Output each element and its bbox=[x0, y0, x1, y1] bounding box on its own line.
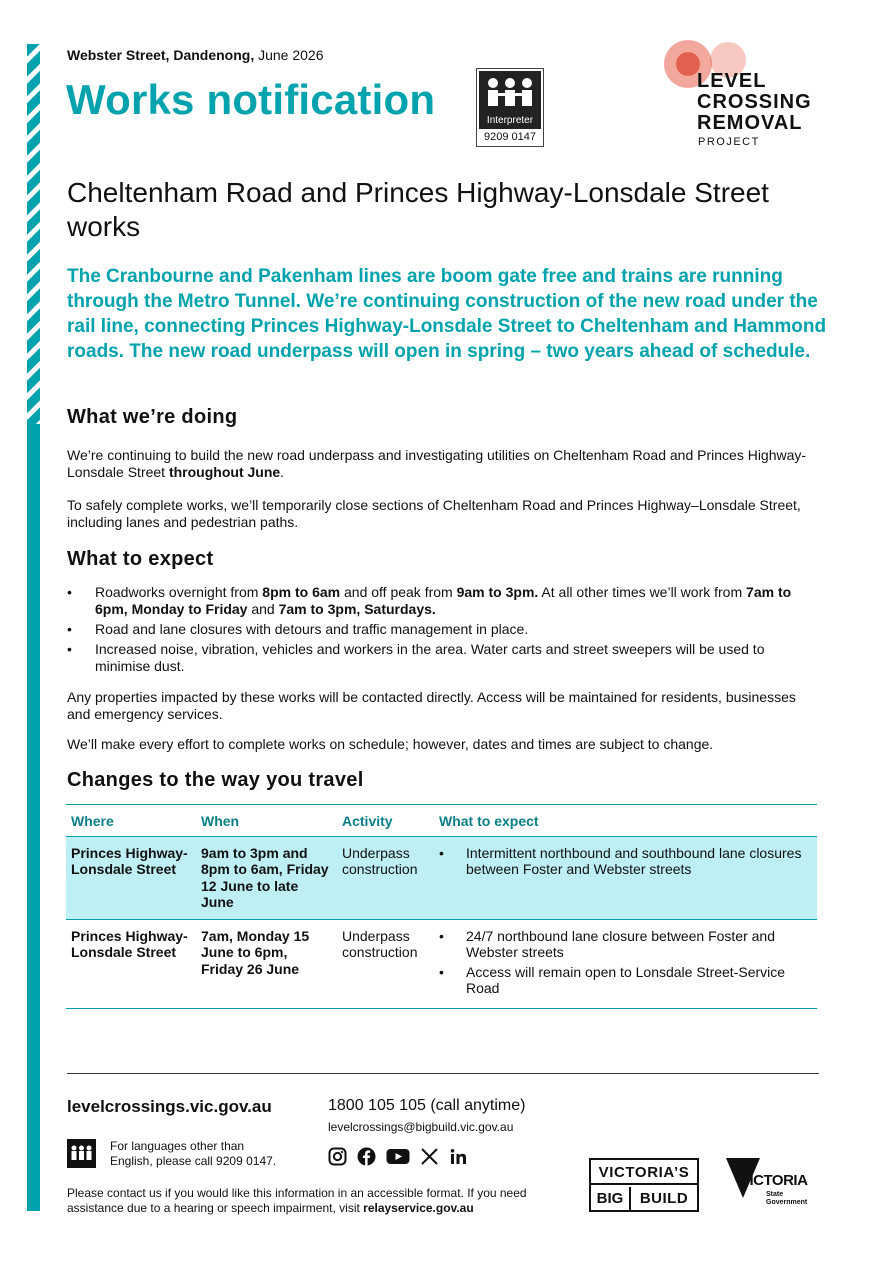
logo-line-2: CROSSING bbox=[697, 91, 812, 113]
travel-heading: Changes to the way you travel bbox=[67, 769, 364, 791]
accessibility-text: Please contact us if you would like this information in an accessible format. If you need assistance due to a hearing or speech impairment, visit relayservice.gov.au bbox=[67, 1186, 527, 1215]
col-header-where: Where bbox=[66, 805, 196, 837]
cell-expect bbox=[434, 836, 817, 919]
linkedin-icon[interactable] bbox=[449, 1147, 468, 1166]
interpreter-symbol bbox=[479, 71, 541, 129]
phone-number[interactable]: 1800 105 105 (call anytime) bbox=[328, 1097, 526, 1114]
subject-heading: Cheltenham Road and Princes Highway-Lonsdale Street works bbox=[67, 177, 769, 242]
level-crossing-removal-logo bbox=[656, 38, 816, 150]
social-links bbox=[328, 1147, 468, 1166]
side-hatch-pattern bbox=[27, 44, 40, 424]
facebook-icon[interactable] bbox=[357, 1147, 376, 1166]
relay-service-link[interactable]: relayservice.gov.au bbox=[363, 1201, 474, 1215]
doing-heading: What we’re doing bbox=[67, 406, 238, 428]
table-row bbox=[66, 836, 817, 919]
expect-list bbox=[67, 584, 817, 678]
interpreter-icon bbox=[67, 1139, 96, 1168]
victoria-state-government-logo: VICTORIA State Government bbox=[726, 1158, 821, 1212]
cell-where: Princes Highway-Lonsdale Street bbox=[66, 919, 196, 1008]
logo-line-1: LEVEL bbox=[697, 70, 767, 92]
logo-line-3: REMOVAL bbox=[697, 112, 803, 134]
list-item: • Intermittent northbound and southbound lane closures between Foster and Webster streets bbox=[439, 845, 812, 878]
list-item: • Access will remain open to Lonsdale Street-Service Road bbox=[439, 964, 812, 997]
list-item: • Road and lane closures with detours and traffic management in place. bbox=[67, 621, 817, 638]
email-link[interactable]: levelcrossings@bigbuild.vic.gov.au bbox=[328, 1120, 514, 1134]
instagram-icon[interactable] bbox=[328, 1147, 347, 1166]
expect-paragraph-1: Any properties impacted by these works will be contacted directly. Access will be maintained for residents, businesses and emergency services. bbox=[67, 689, 796, 722]
list-item: • Roadworks overnight from 8pm to 6am and off peak from 9am to 3pm. At all other times we’ll work from 7am to 6pm, Monday to Friday and 7am to 3pm, Saturdays. bbox=[67, 584, 817, 618]
x-icon[interactable] bbox=[420, 1147, 439, 1166]
cell-when: 7am, Monday 15 June to 6pm, Friday 26 June bbox=[196, 919, 337, 1008]
youtube-icon[interactable] bbox=[386, 1147, 410, 1166]
header-location: Webster Street, Dandenong, June 2026 bbox=[67, 47, 324, 63]
cell-activity: Underpass construction bbox=[337, 836, 434, 919]
doing-paragraph-2: To safely complete works, we’ll temporarily close sections of Cheltenham Road and Princes Highway–Lonsdale Street, including lanes and pedestrian paths. bbox=[67, 497, 801, 530]
website-link[interactable]: levelcrossings.vic.gov.au bbox=[67, 1097, 272, 1116]
table-header-row bbox=[66, 805, 817, 837]
expect-heading: What to expect bbox=[67, 548, 214, 570]
interpreter-number: 9209 0147 bbox=[484, 131, 536, 143]
travel-table bbox=[66, 804, 817, 1009]
interpreter-badge bbox=[476, 68, 544, 147]
cell-activity: Underpass construction bbox=[337, 919, 434, 1008]
list-item: • 24/7 northbound lane closure between Foster and Webster streets bbox=[439, 928, 812, 961]
people-icon bbox=[479, 71, 541, 113]
cell-when: 9am to 3pm and 8pm to 6am, Friday 12 June to late June bbox=[196, 836, 337, 919]
lead-paragraph: The Cranbourne and Pakenham lines are boom gate free and trains are running through the Metro Tunnel. We’re continuing construction of the new road under the rail line, connecting Princes Highway-Lonsdale Street to Cheltenham and Hammond roads. The new road underpass will open in spring – two years ahead of schedule. bbox=[67, 266, 827, 362]
cell-where: Princes Highway-Lonsdale Street bbox=[66, 836, 196, 919]
col-header-expect: What to expect bbox=[434, 805, 817, 837]
cell-expect bbox=[434, 919, 817, 1008]
victorias-big-build-logo: VICTORIA’S BIG BUILD bbox=[589, 1158, 699, 1212]
col-header-when: When bbox=[196, 805, 337, 837]
doing-paragraph-1: We’re continuing to build the new road underpass and investigating utilities on Cheltenham Road and Princes Highway-Lonsdale Street throughout June. bbox=[67, 447, 807, 480]
languages-text: For languages other than English, please call 9209 0147. bbox=[110, 1139, 277, 1168]
table-row bbox=[66, 919, 817, 1008]
expect-paragraph-2: We’ll make every effort to complete works on schedule; however, dates and times are subject to change. bbox=[67, 736, 714, 752]
footer-divider bbox=[67, 1073, 819, 1074]
interpreter-label: Interpreter bbox=[486, 115, 534, 126]
col-header-activity: Activity bbox=[337, 805, 434, 837]
logo-line-4: PROJECT bbox=[698, 136, 760, 148]
page-title: Works notification bbox=[66, 76, 436, 123]
list-item: • Increased noise, vibration, vehicles and workers in the area. Water carts and street sweepers will be used to minimise dust. bbox=[67, 641, 817, 675]
